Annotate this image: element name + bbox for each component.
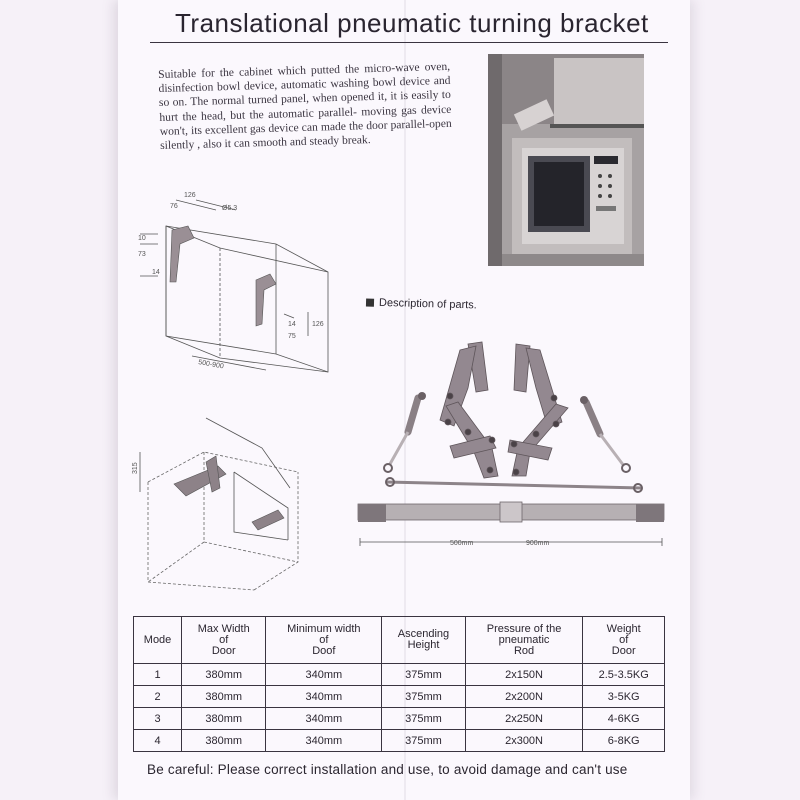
header-text: Doof xyxy=(312,644,336,657)
header-text: Weight xyxy=(606,622,641,635)
title-underline xyxy=(150,42,668,43)
caution-text: Be careful: Please correct installation and use, to avoid damage and can't use xyxy=(147,762,628,777)
page-title: Translational pneumatic turning bracket xyxy=(175,8,649,38)
table-row xyxy=(134,708,665,730)
table-cell: 4 xyxy=(134,730,182,752)
bullet-square-icon xyxy=(366,299,374,307)
left-gas-spring xyxy=(384,392,426,472)
bar-dimension-line xyxy=(360,538,662,546)
table-cell: 375mm xyxy=(382,730,465,752)
header-text: Minimum width xyxy=(287,622,361,635)
header-text: Max Width xyxy=(197,622,250,635)
header-weight xyxy=(583,617,665,664)
header-pressure xyxy=(465,617,583,664)
parts-diagram xyxy=(350,336,672,550)
table-cell: 380mm xyxy=(182,686,266,708)
table-cell: 340mm xyxy=(266,708,382,730)
header-text: Height xyxy=(407,639,440,651)
spec-table xyxy=(133,616,665,752)
table-cell: 340mm xyxy=(266,686,382,708)
dim-label: Ø5.3 xyxy=(222,205,238,212)
right-hinge xyxy=(508,344,568,476)
dim-label: 14 xyxy=(288,321,296,328)
parts-heading-text: Description of parts. xyxy=(378,296,477,312)
header-text: Door xyxy=(611,644,636,657)
header-text: of xyxy=(619,633,629,646)
table-cell: 340mm xyxy=(266,664,382,686)
header-max-width xyxy=(182,617,266,664)
dim-label: 500-900 xyxy=(197,359,225,371)
dim-label: 75 xyxy=(288,333,296,340)
table-cell: 375mm xyxy=(382,664,465,686)
table-cell: 2x250N xyxy=(465,708,583,730)
table-cell: 2 xyxy=(134,686,182,708)
spec-table-wrapper xyxy=(133,616,665,752)
installation-diagram xyxy=(134,412,304,592)
right-gas-spring xyxy=(580,396,630,472)
dim-label: 500mm xyxy=(450,540,474,547)
dim-label: 14 xyxy=(152,269,160,276)
header-min-width xyxy=(266,617,382,664)
header-ascending-height xyxy=(382,617,465,664)
photo-illustration xyxy=(488,54,644,266)
intro-paragraph: Suitable for the cabinet which putted the micro-wave oven, disinfection bowl device, automatic washing bowl device and so on. The normal turned panel, when opened it, it is easily to hurt the head, but the automatic parallel- moving gas device won't, its excellent gas device can made the door parallel-open silently , also it can smooth and steady break. xyxy=(158,59,452,152)
header-text: Mode xyxy=(143,633,172,646)
table-row xyxy=(134,730,665,752)
table-cell: 380mm xyxy=(182,664,266,686)
table-cell: 3-5KG xyxy=(583,686,665,708)
dim-label: 315 xyxy=(132,462,139,474)
header-text: Pressure of the xyxy=(486,622,562,635)
table-cell: 4-6KG xyxy=(583,708,665,730)
table-row xyxy=(134,686,665,708)
table-cell: 340mm xyxy=(266,730,382,752)
table-cell: 1 xyxy=(134,664,182,686)
dim-label: 900mm xyxy=(526,540,550,547)
table-cell: 3 xyxy=(134,708,182,730)
dim-label: 126 xyxy=(312,321,324,328)
product-photo xyxy=(488,54,644,266)
table-cell: 2x200N xyxy=(465,686,583,708)
table-cell: 375mm xyxy=(382,708,465,730)
header-mode xyxy=(134,617,182,664)
header-text: of xyxy=(319,633,329,646)
left-hinge xyxy=(440,342,498,478)
header-text: pneumatic xyxy=(498,633,550,646)
table-cell: 380mm xyxy=(182,730,266,752)
support-bar xyxy=(358,502,664,522)
header-text: of xyxy=(219,633,229,646)
table-row xyxy=(134,664,665,686)
table-header-row xyxy=(134,617,665,664)
table-cell: 380mm xyxy=(182,708,266,730)
header-text: Door xyxy=(211,644,236,657)
table-cell: 6-8KG xyxy=(583,730,665,752)
connecting-rod xyxy=(386,478,642,492)
header-text: Rod xyxy=(513,644,535,657)
table-cell: 375mm xyxy=(382,686,465,708)
header-text: Ascending xyxy=(397,628,450,640)
table-cell: 2x300N xyxy=(465,730,583,752)
dim-label: 126 xyxy=(184,192,196,199)
table-cell: 2.5-3.5KG xyxy=(583,664,665,686)
dim-label: 76 xyxy=(170,203,178,210)
dim-label: 10 xyxy=(138,235,146,242)
cabinet-dimension-diagram xyxy=(136,186,342,384)
dim-label: 73 xyxy=(138,251,146,258)
table-cell: 2x150N xyxy=(465,664,583,686)
